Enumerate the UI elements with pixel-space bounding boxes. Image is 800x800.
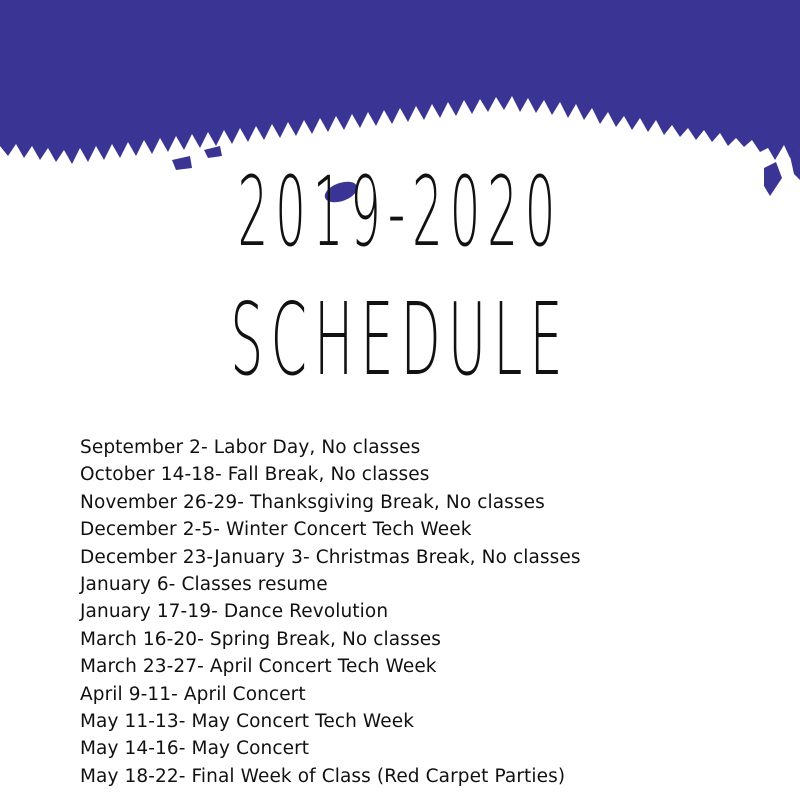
list-item: May 14-16- May Concert xyxy=(80,738,310,760)
list-item: December 2-5- Winter Concert Tech Week xyxy=(80,519,472,541)
list-item: September 2- Labor Day, No classes xyxy=(80,437,421,458)
list-item: January 17-19- Dance Revolution xyxy=(80,601,389,623)
list-item: March 16-20- Spring Break, No classes xyxy=(80,628,441,650)
schedule-year-title: 2019-2020 xyxy=(237,156,563,268)
list-item: January 6- Classes resume xyxy=(80,574,328,596)
list-item: December 23-January 3- Christmas Break, No classes xyxy=(80,546,581,568)
schedule-heading: SCHEDULE xyxy=(230,281,570,398)
list-item: March 23-27- April Concert Tech Week xyxy=(80,656,437,678)
list-item: May 11-13- May Concert Tech Week xyxy=(80,711,415,733)
list-item: October 14-18- Fall Break, No classes xyxy=(80,464,430,486)
banner-band xyxy=(0,0,800,164)
list-item: May 18-22- Final Week of Class (Red Carpet Parties) xyxy=(80,765,566,787)
event-list xyxy=(80,434,581,790)
list-item: November 26-29- Thanksgiving Break, No classes xyxy=(80,491,545,513)
list-item: April 9-11- April Concert xyxy=(80,683,306,705)
